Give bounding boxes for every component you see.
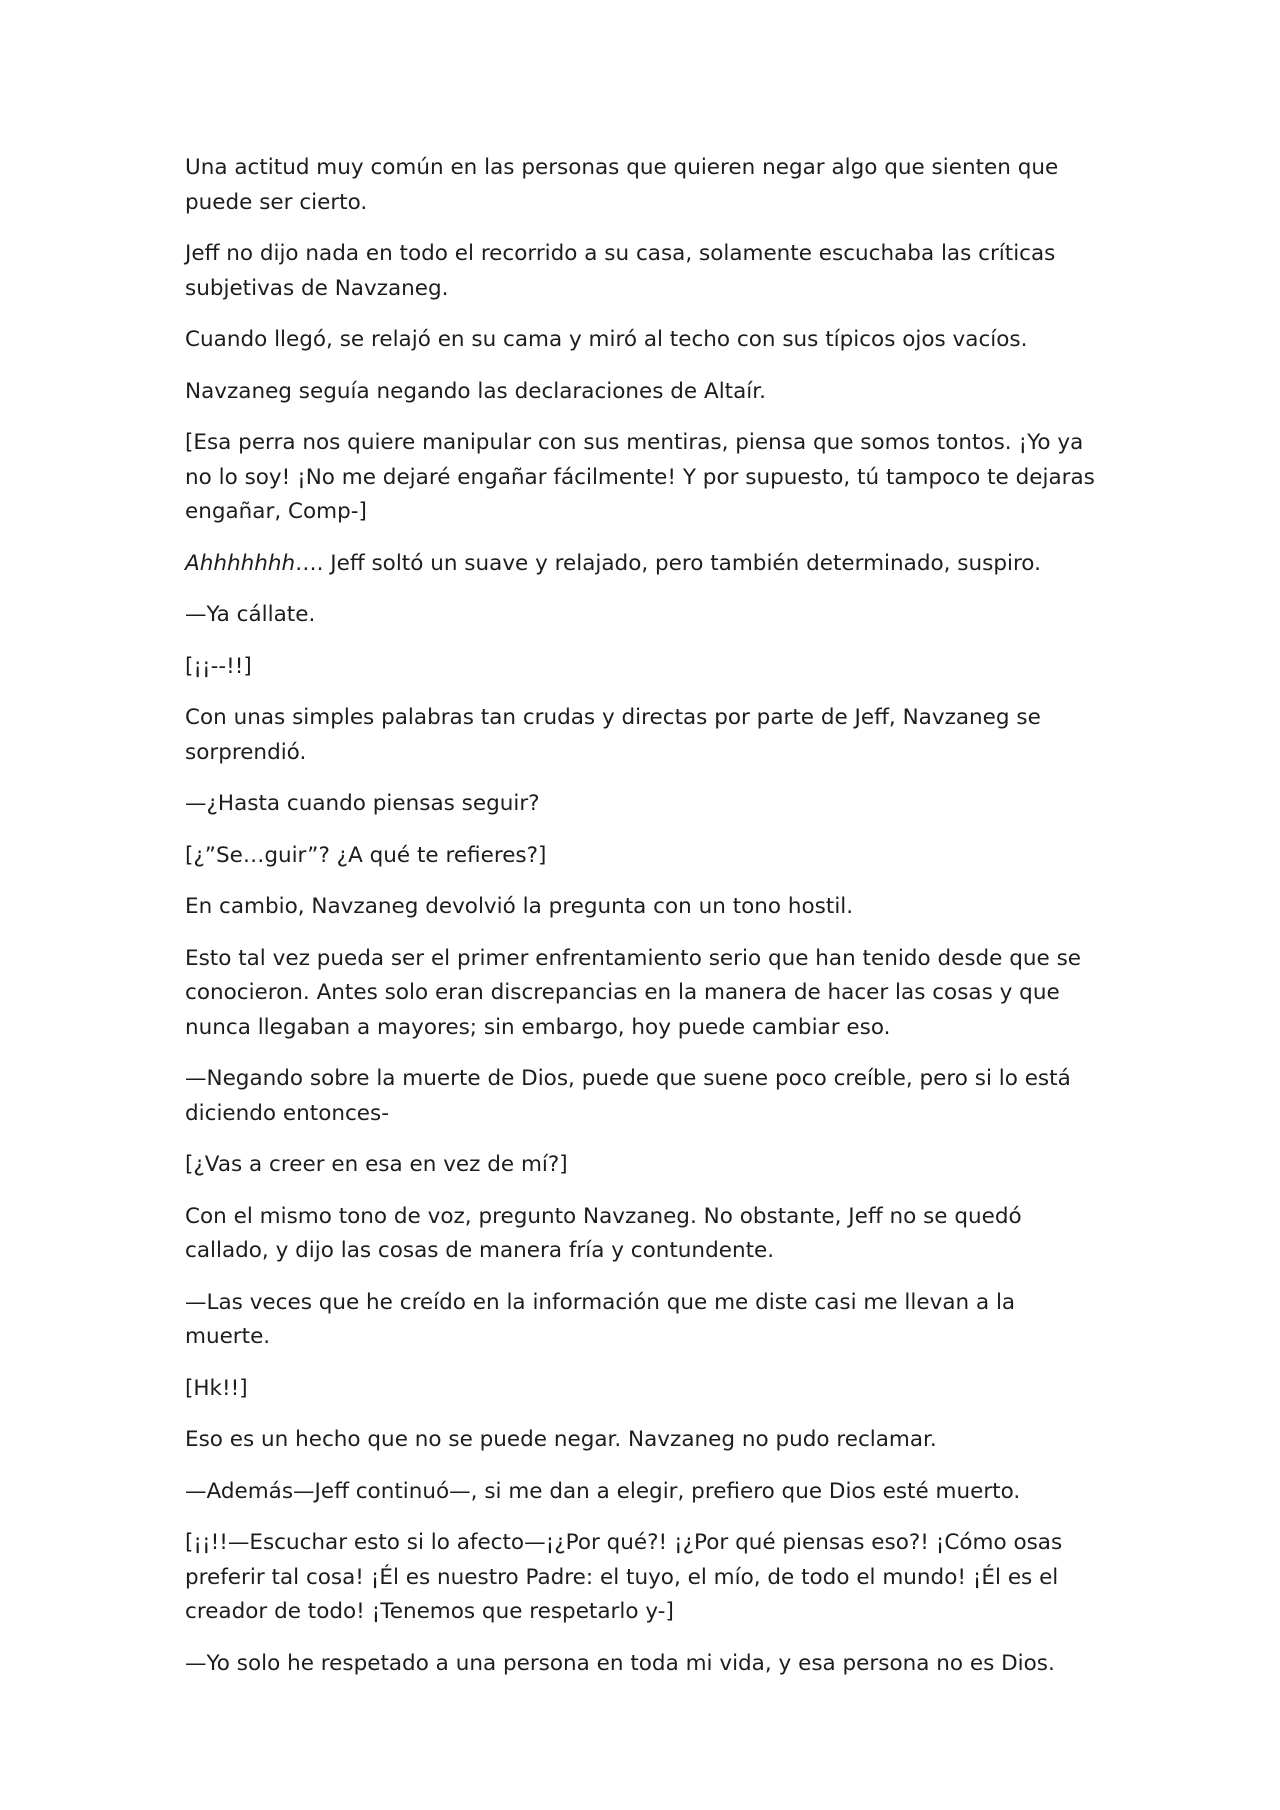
italic-sigh: Ahhhhhhh [185,550,296,576]
paragraph: [¡¡--!!] [185,653,252,679]
paragraph: [Hk!!] [185,1375,248,1401]
paragraph: Eso es un hecho que no se puede negar. Navzaneg no pudo reclamar. [185,1427,937,1452]
paragraph [185,547,1105,582]
paragraph: Con unas simples palabras tan crudas y directas por parte de Jeff, Navzaneg se sorprendió. [185,705,1041,765]
paragraph: Jeff no dijo nada en todo el recorrido a su casa, solamente escuchaba las críticas subjetivas de Navzaneg. [185,241,1056,301]
paragraph: En cambio, Navzaneg devolvió la pregunta con un tono hostil. [185,894,854,919]
paragraph-text: …. Jeff soltó un suave y relajado, pero también determinado, suspiro. [295,550,1041,576]
paragraph: —Ya cállate. [185,602,316,627]
paragraph: Navzaneg seguía negando las declaraciones de Altaír. [185,378,766,404]
paragraph: —Además—Jeff continuó—, si me dan a elegir, prefiero que Dios esté muerto. [185,1478,1021,1504]
paragraph: Cuando llegó, se relajó en su cama y miró al techo con sus típicos ojos vacíos. [185,327,1028,352]
paragraph: [¿”Se…guir”? ¿A qué te refieres?] [185,842,547,868]
paragraph: Esto tal vez pueda ser el primer enfrentamiento serio que han tenido desde que se conocieron. Antes solo eran discrepancias en la manera de hacer las cosas y que nunca llegaban a mayores; sin embargo, hoy puede cambiar eso. [185,945,1081,1040]
paragraph: [Esa perra nos quiere manipular con sus mentiras, piensa que somos tontos. ¡Yo ya no lo soy! ¡No me dejaré engañar fácilmente! Y por supuesto, tú tampoco te dejaras engañar, Comp-] [185,430,1095,524]
document-page [185,151,1105,1698]
paragraph: Una actitud muy común en las personas que quieren negar algo que sienten que puede ser cierto. [185,155,1059,215]
paragraph: Con el mismo tono de voz, pregunto Navzaneg. No obstante, Jeff no se quedó callado, y dijo las cosas de manera fría y contundente. [185,1203,1022,1263]
paragraph: —Negando sobre la muerte de Dios, puede que suene poco creíble, pero si lo está diciendo entonces- [185,1066,1071,1126]
paragraph: [¡¡!!—Escuchar esto si lo afecto—¡¿Por qué?! ¡¿Por qué piensas eso?! ¡Cómo osas preferir tal cosa! ¡Él es nuestro Padre: el tuyo, el mío, de todo el mundo! ¡Él es el creador de todo! ¡Tenemos que respetarlo y-] [185,1530,1063,1624]
paragraph: [¿Vas a creer en esa en vez de mí?] [185,1152,568,1177]
paragraph: —Las veces que he creído en la información que me diste casi me llevan a la muerte. [185,1289,1016,1349]
paragraph: —Yo solo he respetado a una persona en toda mi vida, y esa persona no es Dios. [185,1650,1055,1676]
paragraph: —¿Hasta cuando piensas seguir? [185,791,540,816]
